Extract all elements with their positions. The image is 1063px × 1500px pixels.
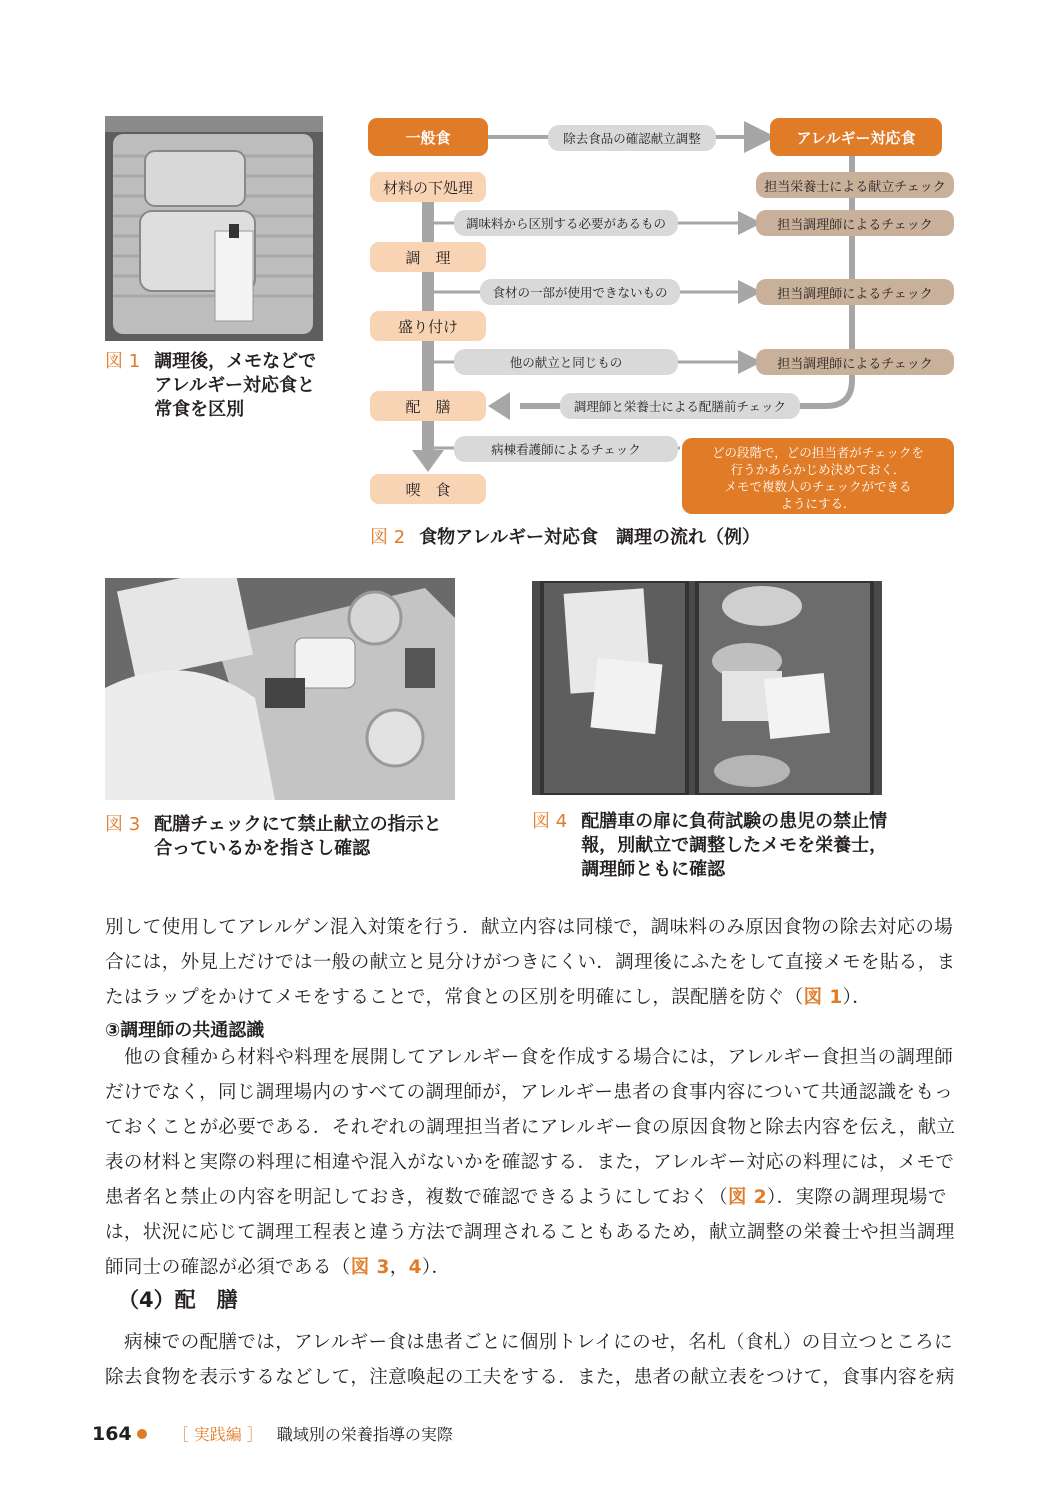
flow-step-cook: 調 理	[370, 242, 486, 272]
section-heading-serving: （4）配 膳	[118, 1288, 238, 1312]
flow-middle-seasoning: 調味料から区別する必要があるもの	[454, 210, 678, 236]
figure-4-caption-line: 調理師ともに確認	[581, 859, 726, 880]
flow-right-dietitian-check: 担当栄養士による献立チェック	[756, 172, 954, 198]
page-footer	[92, 1422, 453, 1445]
flow-note-line: メモで複数人のチェックができる	[724, 479, 912, 494]
flow-step-prep: 材料の下処理	[370, 172, 486, 202]
flow-step-plate: 盛り付け	[370, 311, 486, 341]
flow-right-cook-check-3: 担当調理師によるチェック	[756, 349, 954, 375]
flow-note	[682, 438, 954, 514]
flow-note-line: 行うかあらかじめ決めておく．	[730, 462, 906, 477]
flow-general-food: 一般食	[368, 118, 488, 156]
figure-reference[interactable]: 図 3	[350, 1257, 390, 1278]
flow-menu-adjust: 除去食品の確認献立調整	[548, 125, 716, 151]
flow-pre-serving-check: 調理師と栄養士による配膳前チェック	[560, 393, 800, 419]
footer-title: 職域別の栄養指導の実際	[276, 1425, 453, 1444]
body-text: 他の食種から材料や料理を展開してアレルギー食を作成する場合には，アレルギー食担当の調理師だけでなく，同じ調理場内のすべての調理師が，アレルギー患者の食事内容について共通認識をもっておくことが必要である．それぞれの調理担当者にアレルギー食の原因食物と除去内容を伝え，献立表の材料と実際の料理に相違や混入がないかを確認する．また，アレルギー対応の料理には，メモで患者名と禁止の内容を明記しておき，複数で確認できるようにしておく（	[105, 1047, 956, 1208]
figure-3-caption-line: 配膳チェックにて禁止献立の指示と	[154, 814, 442, 835]
body-text: ）．	[421, 1257, 451, 1278]
subheading-cook-awareness: ③調理師の共通認識	[105, 1020, 265, 1041]
flow-note-line: ようにする．	[780, 496, 856, 511]
flow-middle-same: 他の献立と同じもの	[454, 349, 678, 375]
figure-1-caption-line: アレルギー対応食と	[154, 375, 316, 396]
flow-middle-partial: 食材の一部が使用できないもの	[480, 279, 680, 305]
body-text: ，	[389, 1257, 409, 1278]
figure-reference[interactable]: 図 2	[727, 1187, 767, 1208]
flow-right-cook-check-1: 担当調理師によるチェック	[756, 210, 954, 236]
figure-1-number: 図 1	[105, 351, 141, 372]
figure-4-number: 図 4	[532, 811, 568, 832]
body-paragraph-1	[105, 910, 960, 1015]
footer-dot-icon	[137, 1429, 147, 1439]
body-paragraph-2	[105, 1040, 960, 1285]
figure-reference[interactable]: 4	[408, 1257, 422, 1278]
figure-2-flowchart	[360, 110, 960, 520]
page-number: 164	[92, 1422, 132, 1445]
body-paragraph-3: 病棟での配膳では，アレルギー食は患者ごとに個別トレイにのせ，名札（食札）の目立つところに除去食物を表示するなどして，注意喚起の工夫をする．また，患者の献立表をつけて，食事内容を病	[105, 1332, 955, 1388]
body-text: ）．実際の調理現場では，状況に応じて調理工程表と違う方法で調理されることもあるため，献立調整の栄養士や担当調理師同士の確認が必須である（	[105, 1187, 955, 1278]
flow-nurse-check: 病棟看護師によるチェック	[454, 436, 678, 462]
flow-right-cook-check-2: 担当調理師によるチェック	[756, 279, 954, 305]
figure-reference[interactable]: 図 1	[803, 987, 843, 1008]
flow-step-serve: 配 膳	[370, 391, 486, 421]
body-text: ）．	[842, 987, 872, 1008]
figure-1-photo	[105, 116, 323, 341]
flow-note-line: どの段階で，どの担当者がチェックを	[712, 445, 924, 460]
figure-3-number: 図 3	[105, 814, 141, 835]
figure-2-caption	[370, 526, 760, 550]
figure-4-caption-line: 配膳車の扉に負荷試験の患児の禁止情	[581, 811, 888, 832]
figure-1-caption	[105, 350, 335, 422]
figure-2-number: 図 2	[370, 527, 406, 548]
figure-2-caption-text: 食物アレルギー対応食 調理の流れ（例）	[419, 527, 761, 548]
figure-1-caption-line: 調理後，メモなどで	[154, 351, 317, 372]
figure-1-caption-line: 常食を区別	[154, 399, 245, 420]
footer-section: ［ 実践編 ］	[172, 1425, 263, 1444]
body-text: 別して使用してアレルゲン混入対策を行う．献立内容は同様で，調味料のみ原因食物の除去対応の場合には，外見上だけでは一般の献立と見分けがつきにくい．調理後にふたをして直接メモを貼る，またはラップをかけてメモをすることで，常食との区別を明確にし，誤配膳を防ぐ（	[105, 917, 956, 1008]
figure-3-caption	[105, 813, 485, 861]
figure-4-caption-line: 報，別献立で調整したメモを栄養士，	[581, 835, 888, 856]
figure-4-caption	[532, 810, 932, 882]
figure-4-photo	[532, 581, 882, 795]
figure-3-photo	[105, 578, 455, 800]
flow-allergy-food: アレルギー対応食	[770, 118, 942, 156]
figure-3-caption-line: 合っているかを指さし確認	[154, 838, 371, 859]
flow-step-eat: 喫 食	[370, 474, 486, 504]
